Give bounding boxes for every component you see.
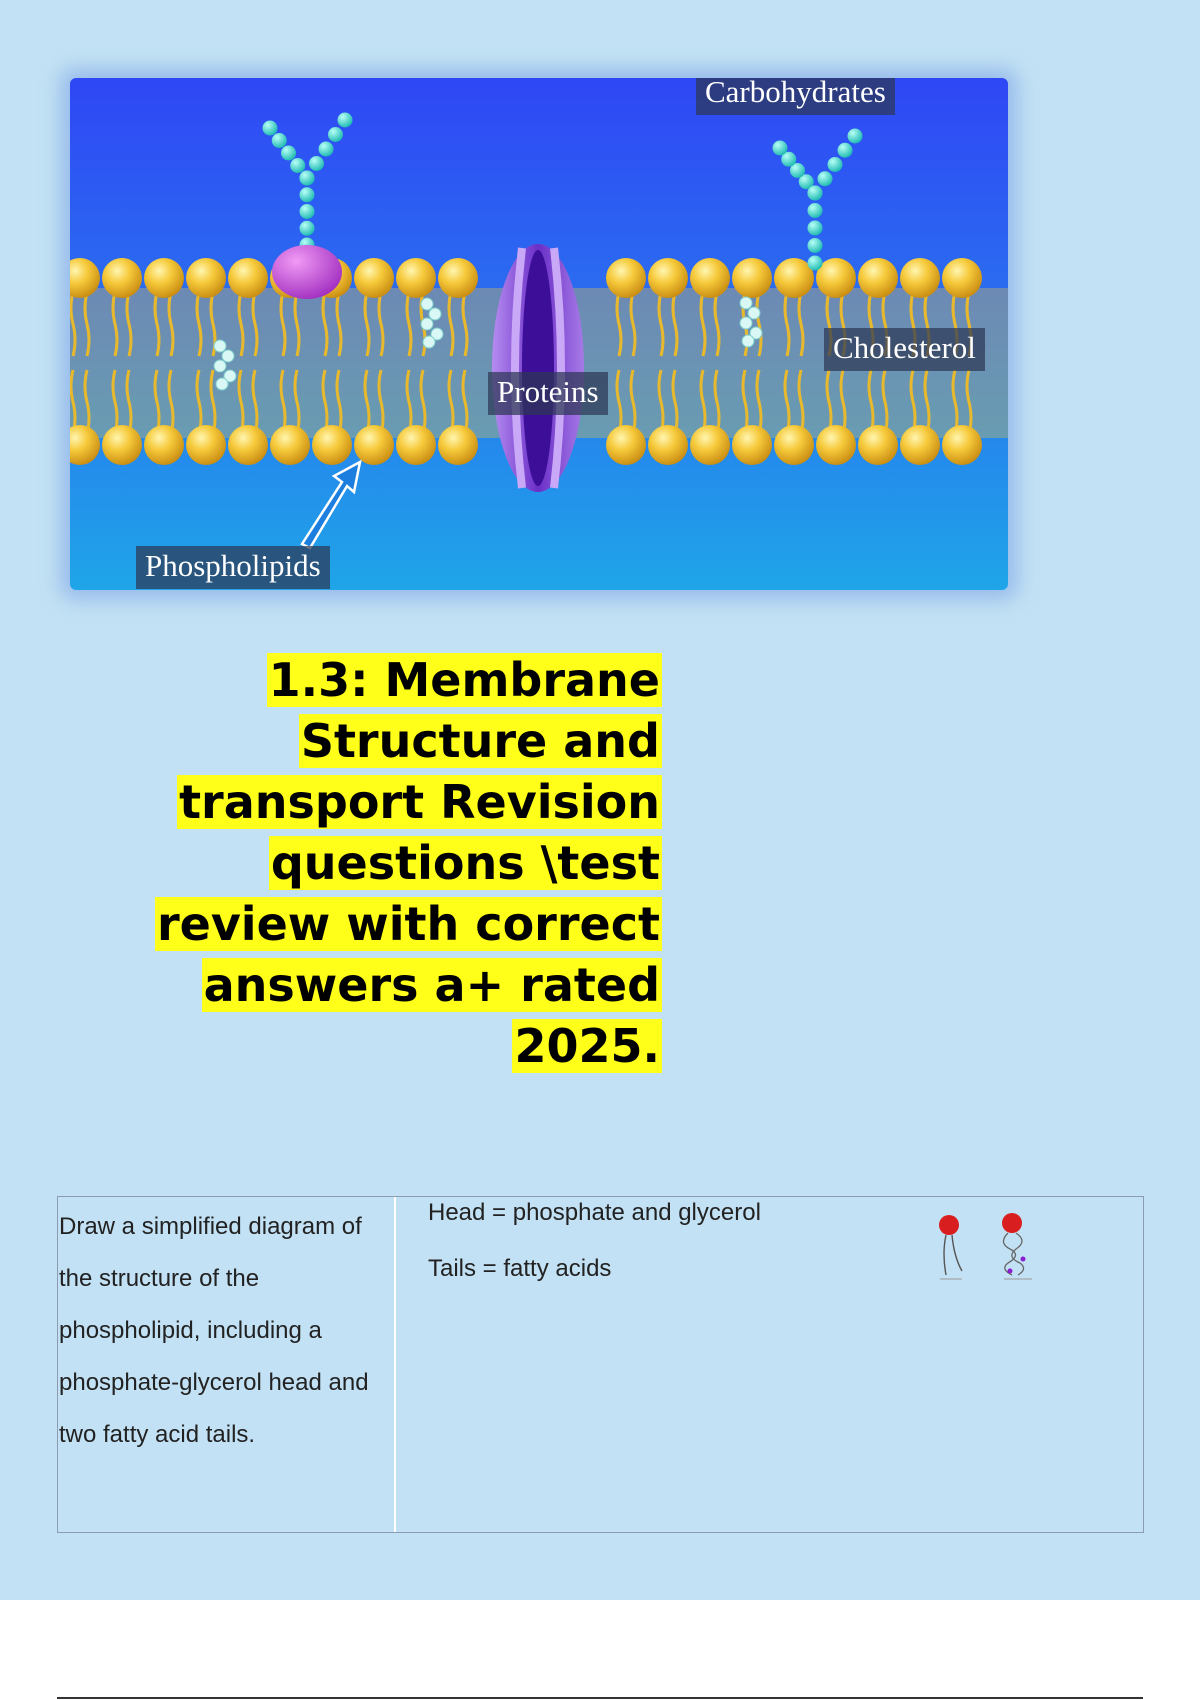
answer-line-tails: Tails = fatty acids <box>428 1255 612 1282</box>
cell-membrane-figure <box>70 78 1008 590</box>
proteins-label: Proteins <box>488 372 608 415</box>
carbohydrates-label: Carbohydrates <box>696 78 895 115</box>
title-text: 1.3: Membrane Structure and transport Revision questions \test review with correct answers a+ rated 2025. <box>156 653 660 1073</box>
phospholipids-label: Phospholipids <box>136 546 330 589</box>
glycoprotein <box>272 245 342 299</box>
column-divider <box>394 1197 396 1532</box>
cholesterol-label: Cholesterol <box>824 328 985 371</box>
answer-line-head: Head = phosphate and glycerol <box>428 1199 761 1226</box>
footer-rule <box>57 1697 1143 1699</box>
channel-protein <box>492 244 584 492</box>
question-answer-table <box>57 1196 1144 1533</box>
phospholipid-sketch-image <box>928 1213 1038 1293</box>
answer-cell <box>428 1199 928 1283</box>
question-cell <box>59 1201 379 1461</box>
question-text: Draw a simplified diagram of the structure of the phospholipid, including a phosphate-glycerol head and two fatty acid tails. <box>59 1213 369 1448</box>
document-title <box>120 650 662 1077</box>
